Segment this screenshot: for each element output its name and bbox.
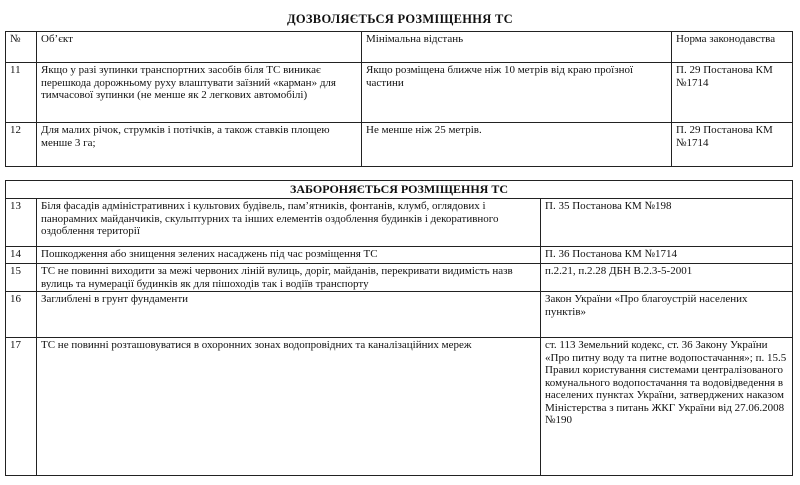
forbidden-title: ЗАБОРОНЯЄТЬСЯ РОЗМІЩЕННЯ ТС [6, 181, 793, 199]
row-norm: П. 36 Постанова КМ №1714 [541, 247, 793, 264]
row-object: ТС не повинні виходити за межі червоних ліній вулиць, доріг, майданів, перекривати видимість назв вулиць та нумерації будинків як для пішоходів так і водіїв транспорту [37, 264, 541, 292]
header-distance: Мінімальна відстань [362, 32, 672, 63]
row-num: 16 [6, 292, 37, 338]
row-norm: Закон України «Про благоустрій населених пунктів» [541, 292, 793, 338]
table-row [6, 63, 793, 123]
allowed-title: ДОЗВОЛЯЄТЬСЯ РОЗМІЩЕННЯ ТС [286, 12, 514, 26]
row-num: 15 [6, 264, 37, 292]
table-row [6, 199, 793, 247]
forbidden-table [5, 180, 793, 476]
table-row [6, 247, 793, 264]
row-object: ТС не повинні розташовуватися в охоронних зонах водопровідних та каналізаційних мереж [37, 338, 541, 476]
header-norm: Норма законодавства [672, 32, 793, 63]
row-distance: Не менше ніж 25 метрів. [362, 123, 672, 167]
forbidden-title-row [6, 181, 793, 199]
row-object: Для малих річок, струмків і потічків, а також ставків площею менше 3 га; [37, 123, 362, 167]
row-norm: П. 35 Постанова КМ №198 [541, 199, 793, 247]
table-row [6, 338, 793, 476]
allowed-table [5, 31, 793, 167]
row-norm: П. 29 Постанова КМ №1714 [672, 123, 793, 167]
row-norm: п.2.21, п.2.28 ДБН В.2.3-5-2001 [541, 264, 793, 292]
row-object: Якщо у разі зупинки транспортних засобів біля ТС виникає перешкода дорожньому руху влаштувати заїзний «карман» для тимчасової зупинки (не менше як 2 легкових автомобілі) [37, 63, 362, 123]
row-object: Біля фасадів адміністративних і культових будівель, пам’ятників, фонтанів, клумб, оглядових і панорамних майданчиків, скульптурних та інших елементів оздоблення будинків і декоративного оздоблення території [37, 199, 541, 247]
table-row [6, 123, 793, 167]
table-row [6, 264, 793, 292]
row-object: Пошкодження або знищення зелених насаджень під час розміщення ТС [37, 247, 541, 264]
table-row [6, 292, 793, 338]
row-distance: Якщо розміщена ближче ніж 10 метрів від краю проїзної частини [362, 63, 672, 123]
row-num: 13 [6, 199, 37, 247]
row-norm: П. 29 Постанова КМ №1714 [672, 63, 793, 123]
row-num: 11 [6, 63, 37, 123]
table-header-row [6, 32, 793, 63]
row-num: 17 [6, 338, 37, 476]
header-num: № [6, 32, 37, 63]
row-object: Заглиблені в грунт фундаменти [37, 292, 541, 338]
header-object: Об’єкт [37, 32, 362, 63]
row-num: 12 [6, 123, 37, 167]
row-num: 14 [6, 247, 37, 264]
row-norm: ст. 113 Земельний кодекс, ст. 36 Закону України «Про питну воду та питне водопостачання»; п. 15.5 Правил користування системами централізованого комунального водопостачання та водовідведення в населених пунктах України, затверджених наказом Міністерства з питань ЖКГ України від 27.06.2008 №190 [541, 338, 793, 476]
